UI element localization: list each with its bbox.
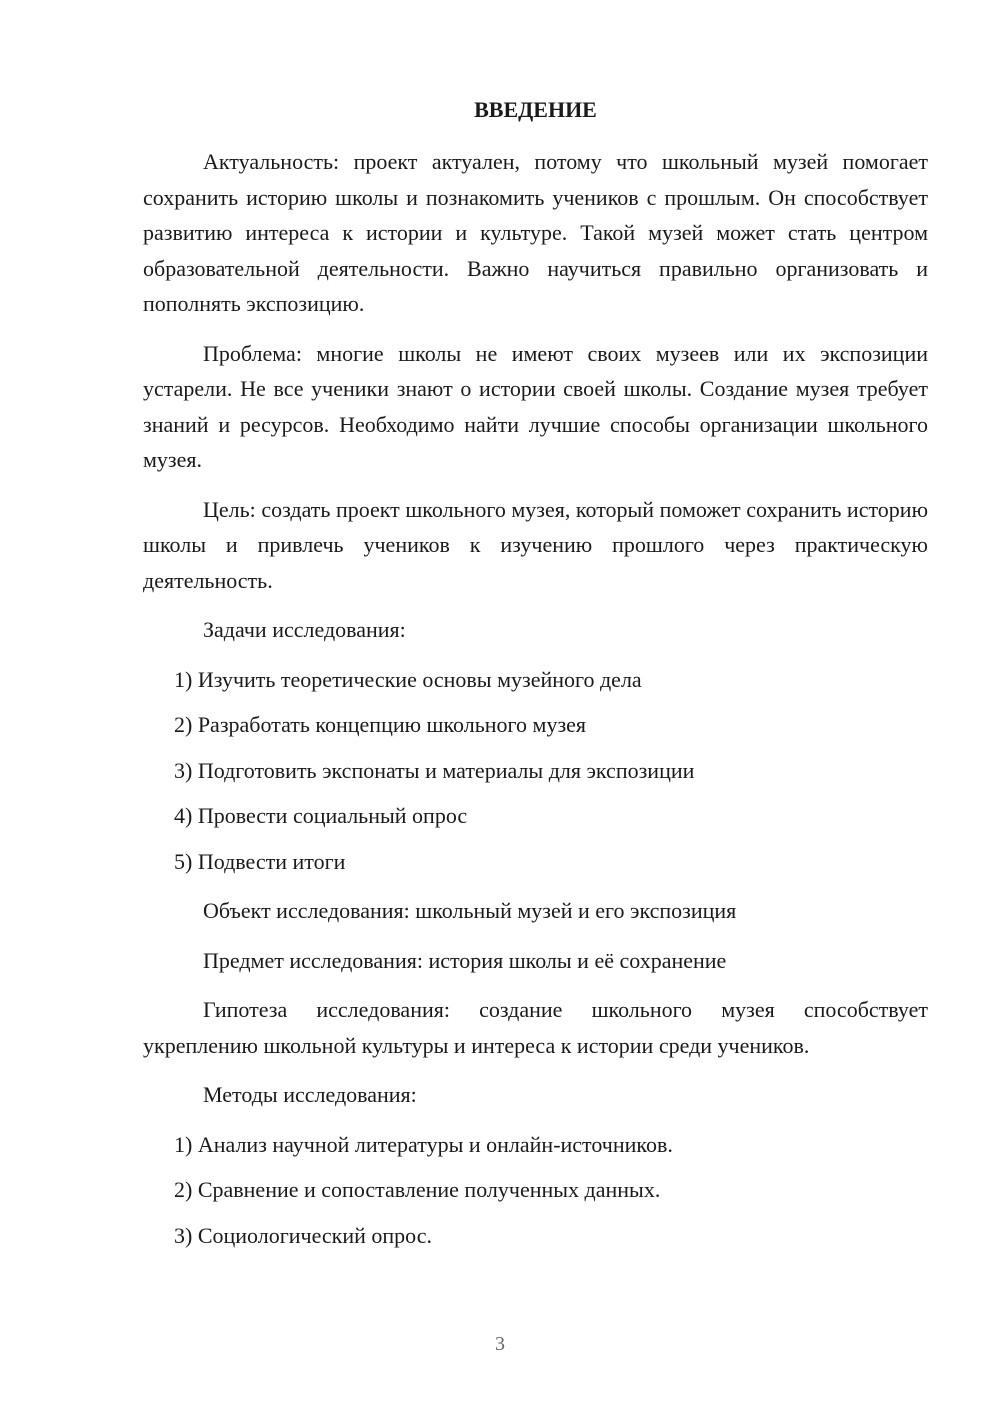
list-item: 5) Подвести итоги	[174, 848, 346, 874]
subject-paragraph: Предмет исследования: история школы и её сохранение	[203, 947, 727, 973]
list-item: 1) Изучить теоретические основы музейного дела	[174, 666, 642, 692]
tasks-heading: Задачи исследования:	[203, 617, 406, 642]
tasks-list	[143, 662, 928, 880]
goal-paragraph: Цель: создать проект школьного музея, который поможет сохранить историю школы и привлечь учеников к изучению прошлого через практическую деятельность.	[143, 496, 928, 593]
list-item: 3) Подготовить экспонаты и материалы для экспозиции	[174, 757, 695, 783]
page-number: 3	[495, 1333, 505, 1355]
list-item: 1) Анализ научной литературы и онлайн-источников.	[174, 1131, 673, 1157]
problem-paragraph: Проблема: многие школы не имеют своих музеев или их экспозиции устарели. Не все ученики знают о истории своей школы. Создание музея требует знаний и ресурсов. Необходимо найти лучшие способы организации школьного музея.	[143, 340, 928, 472]
list-item: 4) Провести социальный опрос	[174, 803, 468, 828]
relevance-paragraph: Актуальность: проект актуален, потому что школьный музей помогает сохранить историю школы и познакомить учеников с прошлым. Он способствует развитию интереса к истории и культуре. Такой музей может стать центром образовательной деятельности. Важно научиться правильно организовать и пополнять экспозицию.	[143, 149, 928, 316]
list-item: 2) Разработать концепцию школьного музея	[174, 712, 587, 737]
page-content	[143, 94, 928, 1267]
list-item: 2) Сравнение и сопоставление полученных данных.	[174, 1177, 661, 1202]
page-title: ВВЕДЕНИЕ	[474, 97, 597, 122]
list-item: 3) Социологический опрос.	[174, 1222, 432, 1248]
hypothesis-paragraph: Гипотеза исследования: создание школьного музея способствует укреплению школьной культуры и интереса к истории среди учеников.	[143, 997, 928, 1058]
object-paragraph: Объект исследования: школьный музей и его экспозиция	[203, 898, 737, 923]
methods-list	[143, 1127, 928, 1254]
methods-heading: Методы исследования:	[203, 1082, 417, 1107]
